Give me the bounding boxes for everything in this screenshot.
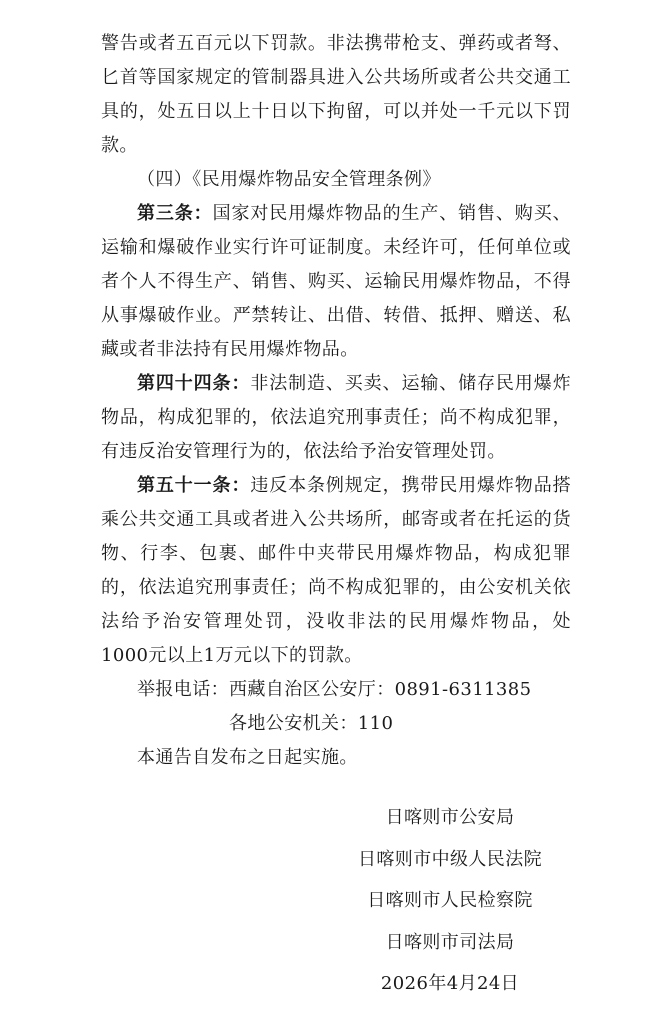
article-51 (101, 469, 571, 673)
section-heading-regulation: （四）《民用爆炸物品安全管理条例》 (137, 169, 441, 190)
issuer-intermediate-court: 日喀则市中级人民法院 (358, 849, 542, 870)
article-51-text: 违反本条例规定，携带民用爆炸物品搭乘公共交通工具或者进入公共场所，邮寄或者在托运的货物、行李、包裹、邮件中夹带民用爆炸物品，构成犯罪的，依法追究刑事责任；尚不构成犯罪的，由公安机关依法给予治安管理处罚，没收非法的民用爆炸物品，处1000元以上1万元以下的罚款。 (101, 475, 571, 666)
issuer-justice-bureau: 日喀则市司法局 (385, 932, 515, 953)
issue-date: 2026年4月24日 (380, 973, 520, 994)
article-44 (101, 367, 571, 469)
article-3-title: 第三条： (137, 203, 213, 224)
hotline-local: 各地公安机关：110 (229, 713, 394, 734)
issuer-procuratorate: 日喀则市人民检察院 (367, 890, 533, 911)
continued-paragraph: 警告或者五百元以下罚款。非法携带枪支、弹药或者弩、匕首等国家规定的管制器具进入公共场所或者公共交通工具的，处五日以上十日以下拘留，可以并处一千元以下罚款。 (101, 33, 571, 156)
article-3 (101, 197, 571, 367)
notice-body (101, 27, 571, 775)
issuer-public-security-bureau: 日喀则市公安局 (385, 807, 515, 828)
article-3-text: 国家对民用爆炸物品的生产、销售、购买、运输和爆破作业实行许可证制度。未经许可，任何单位或者个人不得生产、销售、购买、运输民用爆炸物品，不得从事爆破作业。严禁转让、出借、转借、抵押、赠送、私藏或者非法持有民用爆炸物品。 (101, 203, 571, 360)
article-51-title: 第五十一条： (137, 475, 251, 496)
hotline-regional: 举报电话：西藏自治区公安厅：0891-6311385 (137, 679, 532, 700)
article-44-title: 第四十四条： (137, 373, 251, 394)
article-44-text: 非法制造、买卖、运输、储存民用爆炸物品，构成犯罪的，依法追究刑事责任；尚不构成犯罪，有违反治安管理行为的，依法给予治安管理处罚。 (101, 373, 571, 462)
effective-statement: 本通告自发布之日起实施。 (137, 747, 358, 768)
